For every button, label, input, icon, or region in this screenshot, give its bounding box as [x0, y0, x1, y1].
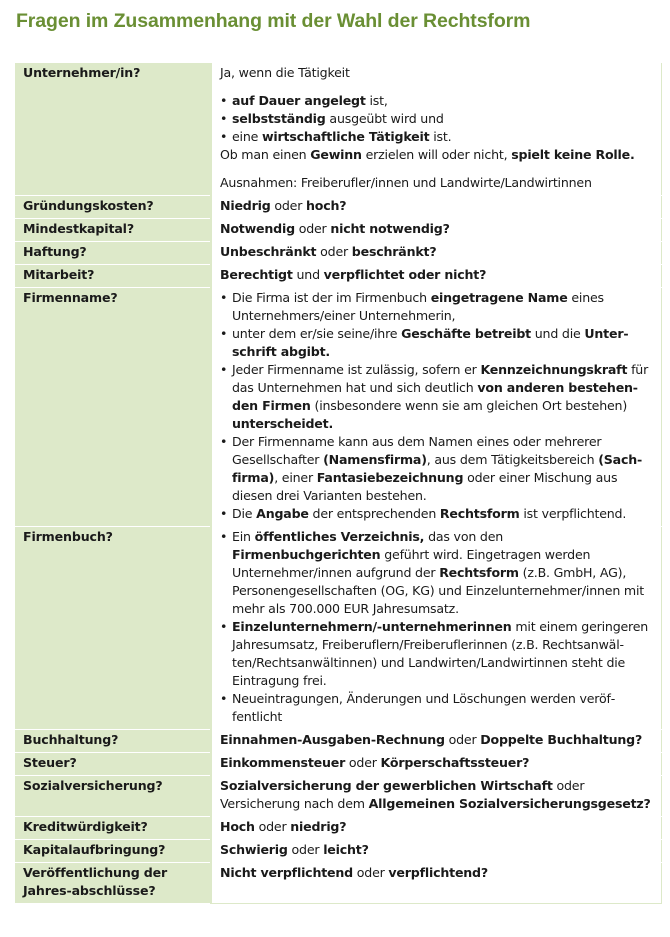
answer-cell: Nicht verpflichtend oder verpflichtend?: [211, 863, 661, 904]
table-row: [15, 219, 661, 242]
answer-cell: Unbeschränkt oder beschränkt?: [211, 242, 661, 265]
answer-text: Ja, wenn die Tätigkeit: [220, 65, 350, 80]
question-cell: Kapitalaufbringung?: [15, 840, 211, 863]
answer-cell: Schwierig oder leicht?: [211, 840, 661, 863]
question-cell: Veröffentlichung der Jahres-abschlüsse?: [15, 863, 211, 904]
answer-cell: Sozialversicherung der gewerblichen Wirtschaft oder Versicherung nach dem Allgemeinen Sozialversicherungsgesetz?: [211, 776, 661, 817]
bullet-list: [220, 528, 653, 726]
bullet-list: [220, 289, 653, 523]
list-item: • auf Dauer angelegt ist,: [232, 92, 653, 110]
list-item: • Die Angabe der entsprechenden Rechtsform ist verpflichtend.: [232, 505, 653, 523]
list-item: • unter dem er/sie seine/ihre Geschäfte betreibt und die Unterschrift abgibt.: [232, 325, 653, 361]
question-cell: Gründungskosten?: [15, 196, 211, 219]
list-item: • eine wirtschaftliche Tätigkeit ist.: [232, 128, 653, 146]
list-item: • Die Firma ist der im Firmenbuch eingetragene Name eines Unternehmers/einer Unternehmerin,: [232, 289, 653, 325]
answer-cell: [211, 63, 661, 196]
list-item: • Einzelunternehmern/-unternehmerinnen mit einem geringeren Jahresumsatz, Freiberuflern/Freiberuflerinnen (z.B. Rechtsanwälten/Rechtsanwältinnen) und Landwirten/Landwirtinnen steht die Eintragung frei.: [232, 618, 653, 690]
table-row: [15, 288, 661, 527]
table-row: [15, 776, 661, 817]
table-row: [15, 196, 661, 219]
question-cell: Steuer?: [15, 753, 211, 776]
table-row: [15, 242, 661, 265]
question-cell: Sozialversicherung?: [15, 776, 211, 817]
answer-cell: Berechtigt und verpflichtet oder nicht?: [211, 265, 661, 288]
answer-cell: [211, 288, 661, 527]
list-item: • Neueintragungen, Änderungen und Löschungen werden veröffentlicht: [232, 690, 653, 726]
table-row: [15, 730, 661, 753]
question-cell: Buchhaltung?: [15, 730, 211, 753]
list-item: • Ein öffentliches Verzeichnis, das von den Firmenbuchgerichten geführt wird. Eingetragen werden Unternehmer/innen aufgrund der Rechtsform (z.B. GmbH, AG), Personengesellschaften (OG, KG) und Einzelunternehmer/innen mit mehr als 700.000 EUR Jahresumsatz.: [232, 528, 653, 618]
question-cell: Haftung?: [15, 242, 211, 265]
page-title: Fragen im Zusammenhang mit der Wahl der Rechtsform: [16, 10, 531, 32]
table-row: [15, 265, 661, 288]
legal-form-table: [15, 63, 662, 904]
question-cell: Mitarbeit?: [15, 265, 211, 288]
table-row: [15, 817, 661, 840]
bullet-list: [220, 92, 653, 146]
answer-cell: Einkommensteuer oder Körperschaftssteuer?: [211, 753, 661, 776]
answer-cell: Niedrig oder hoch?: [211, 196, 661, 219]
question-cell: Firmenname?: [15, 288, 211, 527]
question-cell: Mindestkapital?: [15, 219, 211, 242]
list-item: • Der Firmenname kann aus dem Namen eines oder mehrerer Gesellschafter (Namensfirma), aus dem Tätigkeitsbereich (Sachfirma), einer Fantasiebezeichnung oder einer Mischung aus diesen drei Varianten bestehen.: [232, 433, 653, 505]
table-row: [15, 753, 661, 776]
answer-cell: Einnahmen-Ausgaben-Rechnung oder Doppelte Buchhaltung?: [211, 730, 661, 753]
question-cell: Kreditwürdigkeit?: [15, 817, 211, 840]
answer-cell: Notwendig oder nicht notwendig?: [211, 219, 661, 242]
answer-text: Ausnahmen: Freiberufler/innen und Landwirte/Landwirtinnen: [220, 175, 592, 190]
table-row: [15, 863, 661, 904]
answer-cell: Hoch oder niedrig?: [211, 817, 661, 840]
question-cell: Firmenbuch?: [15, 527, 211, 730]
answer-cell: [211, 527, 661, 730]
list-item: • selbstständig ausgeübt wird und: [232, 110, 653, 128]
table-row: [15, 840, 661, 863]
question-cell: Unternehmer/in?: [15, 63, 211, 196]
table-row: [15, 63, 661, 196]
list-item: • Jeder Firmenname ist zulässig, sofern er Kennzeichnungskraft für das Unternehmen hat und sich deutlich von anderen bestehenden Firmen (insbesondere wenn sie am gleichen Ort bestehen) unterscheidet.: [232, 361, 653, 433]
table-row: [15, 527, 661, 730]
answer-text: Ob man einen Gewinn erzielen will oder nicht, spielt keine Rolle.: [220, 147, 635, 162]
